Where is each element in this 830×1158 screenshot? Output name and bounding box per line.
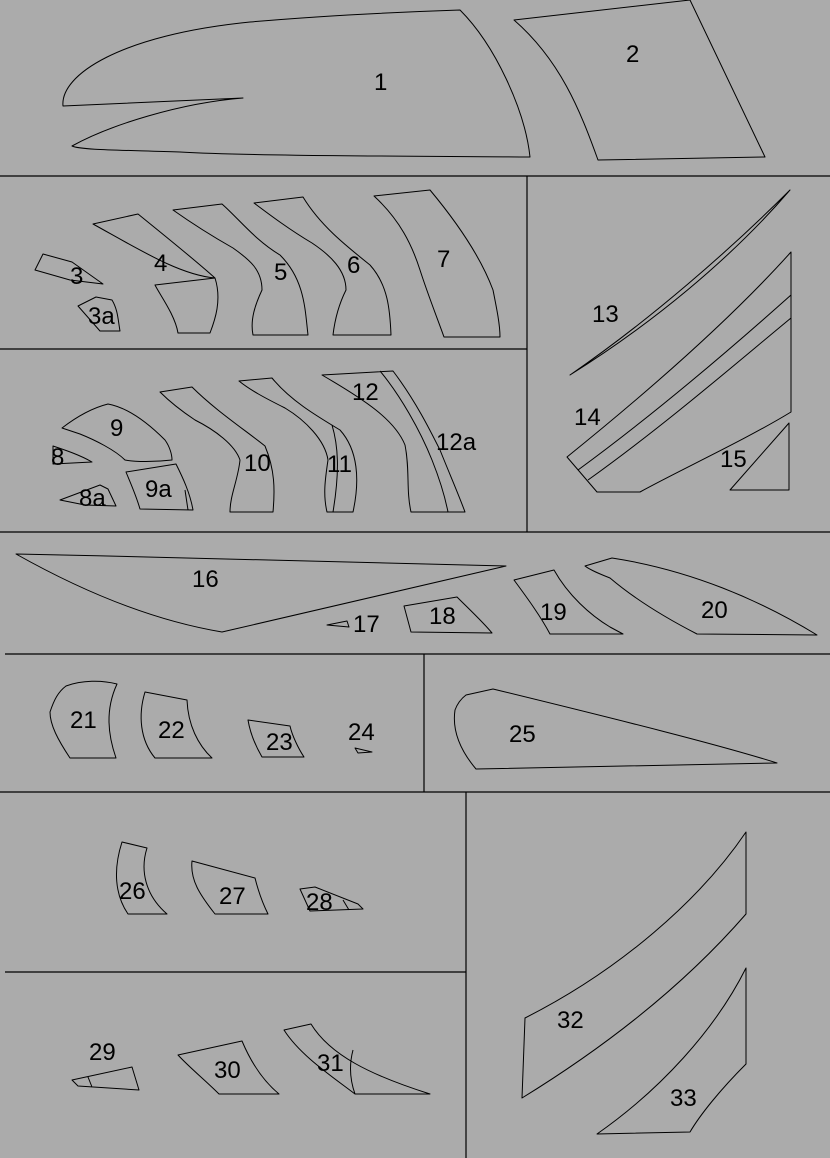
piece-2	[514, 0, 765, 160]
piece-17	[327, 611, 380, 638]
piece-14	[567, 252, 791, 492]
piece-8a-label: 8a	[79, 485, 106, 512]
piece-10	[160, 387, 274, 512]
piece-5-label: 5	[274, 259, 288, 286]
piece-21	[50, 681, 117, 758]
piece-22	[141, 692, 212, 758]
piece-4-label: 4	[154, 250, 168, 277]
piece-3-label: 3	[70, 263, 84, 290]
piece-20-label: 20	[701, 597, 728, 624]
piece-9a-label: 9a	[145, 476, 172, 503]
piece-5	[173, 204, 308, 335]
piece-9	[62, 404, 172, 462]
piece-3a-label: 3a	[88, 303, 115, 330]
piece-3	[35, 254, 103, 290]
piece-31-label: 31	[317, 1050, 344, 1077]
piece-25	[454, 689, 777, 769]
piece-13-label: 13	[592, 301, 619, 328]
piece-17-label: 17	[353, 611, 380, 638]
piece-12-label: 12	[352, 379, 379, 406]
piece-9-label: 9	[110, 415, 124, 442]
piece-24	[348, 719, 375, 753]
piece-1-label: 1	[374, 69, 388, 96]
piece-12	[322, 371, 477, 512]
piece-28-label: 28	[306, 889, 333, 916]
piece-23	[248, 720, 304, 757]
piece-8a	[60, 485, 116, 512]
piece-8-label: 8	[51, 444, 65, 471]
piece-32-label: 32	[557, 1007, 584, 1034]
piece-32	[522, 832, 746, 1098]
piece-16-label: 16	[192, 566, 219, 593]
piece-7	[374, 190, 500, 337]
piece-9a	[126, 464, 193, 510]
piece-28	[300, 887, 363, 916]
panel-dividers	[0, 176, 830, 1158]
piece-25-label: 25	[509, 721, 536, 748]
piece-29-label: 29	[89, 1039, 116, 1066]
piece-12a-label: 12a	[436, 429, 477, 456]
piece-10-label: 10	[244, 450, 271, 477]
piece-11	[239, 378, 357, 512]
piece-19-label: 19	[540, 599, 567, 626]
piece-6-label: 6	[347, 252, 361, 279]
piece-20	[585, 558, 817, 635]
piece-22-label: 22	[158, 717, 185, 744]
piece-29	[72, 1039, 139, 1090]
piece-13	[570, 190, 790, 375]
piece-3a	[78, 297, 120, 331]
piece-24-label: 24	[348, 719, 375, 746]
piece-1	[63, 10, 530, 157]
piece-8	[51, 444, 92, 471]
piece-31	[284, 1024, 430, 1094]
piece-18	[404, 597, 492, 633]
piece-18-label: 18	[429, 603, 456, 630]
piece-14-label: 14	[574, 404, 601, 431]
piece-19	[514, 570, 623, 634]
piece-11-label: 11	[327, 451, 352, 478]
piece-27	[192, 861, 268, 914]
piece-33	[597, 968, 746, 1134]
piece-33-label: 33	[670, 1085, 697, 1112]
piece-26	[116, 842, 167, 914]
piece-2-label: 2	[626, 41, 640, 68]
piece-26-label: 26	[119, 878, 146, 905]
piece-7-label: 7	[437, 246, 451, 273]
piece-30	[178, 1041, 279, 1094]
piece-15-label: 15	[720, 446, 747, 473]
piece-30-label: 30	[214, 1057, 241, 1084]
piece-21-label: 21	[70, 707, 97, 734]
piece-27-label: 27	[219, 883, 246, 910]
piece-23-label: 23	[266, 729, 293, 756]
